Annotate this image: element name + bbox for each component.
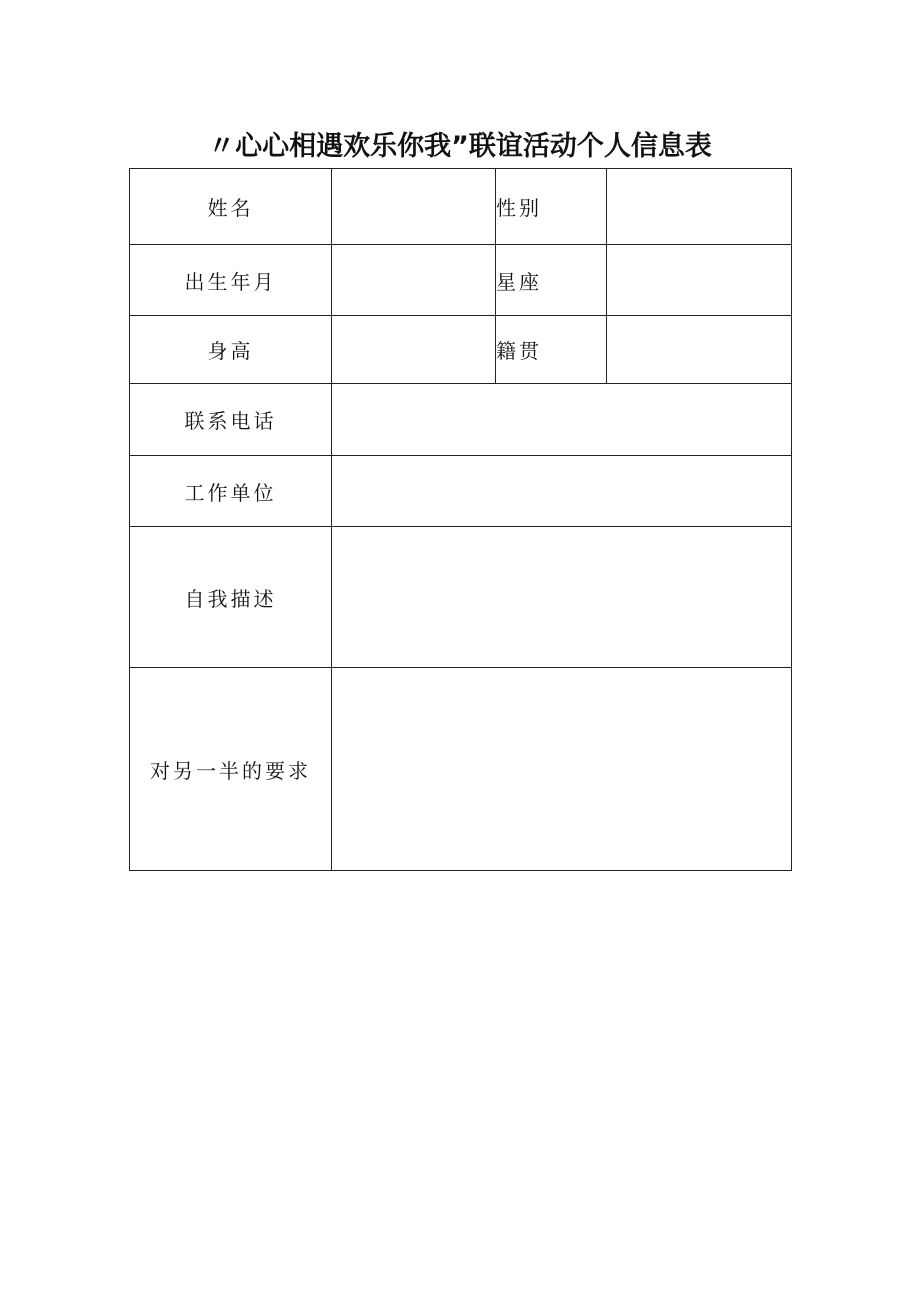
- self-description-field[interactable]: [332, 527, 792, 668]
- constellation-field[interactable]: [607, 245, 792, 316]
- info-form-table: [129, 168, 792, 871]
- self-description-label: 自我描述: [130, 527, 332, 668]
- partner-requirements-field[interactable]: [332, 668, 792, 871]
- row-workplace: [130, 456, 792, 527]
- row-height-hometown: [130, 316, 792, 384]
- row-name-gender: [130, 169, 792, 245]
- birth-label: 出生年月: [130, 245, 332, 316]
- workplace-label: 工作单位: [130, 456, 332, 527]
- phone-field[interactable]: [332, 384, 792, 456]
- phone-label: 联系电话: [130, 384, 332, 456]
- row-partner-requirements: [130, 668, 792, 871]
- name-label: 姓名: [130, 169, 332, 245]
- height-field[interactable]: [332, 316, 496, 384]
- workplace-field[interactable]: [332, 456, 792, 527]
- height-label: 身高: [130, 316, 332, 384]
- row-birth-constellation: [130, 245, 792, 316]
- name-field[interactable]: [332, 169, 496, 245]
- gender-label: 性别: [496, 169, 607, 245]
- page-title: 〃心心相遇欢乐你我”联谊活动个人信息表: [208, 131, 712, 162]
- row-phone: [130, 384, 792, 456]
- partner-requirements-label: 对另一半的要求: [130, 668, 332, 871]
- gender-field[interactable]: [607, 169, 792, 245]
- hometown-field[interactable]: [607, 316, 792, 384]
- constellation-label: 星座: [496, 245, 607, 316]
- hometown-label: 籍贯: [496, 316, 607, 384]
- birth-field[interactable]: [332, 245, 496, 316]
- row-self-description: [130, 527, 792, 668]
